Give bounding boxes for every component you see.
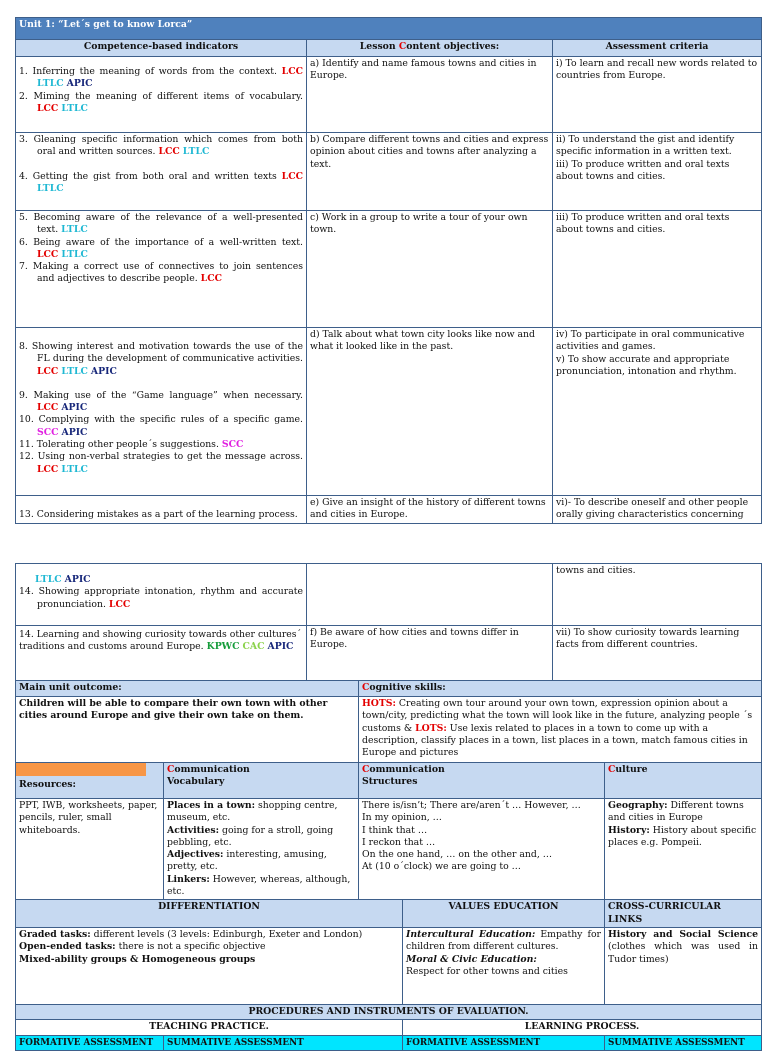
learning-process-header: LEARNING PROCESS.: [403, 1020, 762, 1035]
orange-marker: [16, 763, 146, 776]
indicator-14a: 14. Showing appropriate intonation, rhythm and accurate pronunciation. LCC: [19, 586, 303, 610]
main-outcome-label: Main unit outcome:: [16, 681, 359, 697]
objective-continued: [307, 564, 553, 626]
header-indicators: Competence-based indicators: [16, 40, 307, 57]
indicator-9: 9. Making use of the “Game language” when necessary. LCC APIC: [19, 389, 303, 414]
structure-item: I reckon that …: [362, 836, 436, 848]
indicators-cell-1: [16, 57, 307, 133]
indicators-cell-5: [16, 496, 307, 524]
structures-list: [359, 799, 605, 900]
criteria-ii-iii: ii) To understand the gist and identify specific information in a written text. iii) To produce written and oral texts about towns and cities.: [553, 133, 762, 211]
unit-title: Unit 1: “Let´s get to know Lorca”: [16, 18, 762, 40]
communication-vocabulary-label: Communication Vocabulary: [164, 763, 359, 799]
vocabulary-list: [164, 799, 359, 900]
objective-d: d) Talk about what town city looks like now and what it looked like in the past.: [307, 328, 553, 496]
culture-label: Culture: [605, 763, 762, 799]
culture-item: History: History about specific places e.g. Pompeii.: [608, 824, 757, 848]
values-education-text: Intercultural Education: Empathy for children from different cultures. Moral & Civic Education: Respect for other towns and cities: [403, 927, 605, 1004]
indicators-cell-6: LTLC APIC 14. Showing appropriate intonation, rhythm and accurate pronunciation. LCC: [16, 564, 307, 626]
objectives-table-page2: [15, 563, 762, 1051]
formative-assessment-2: FORMATIVE ASSESSMENT: [403, 1035, 605, 1050]
structure-item: On the one hand, … on the other and, …: [362, 849, 553, 861]
main-outcome-text: Children will be able to compare their own town with other cities around Europe and give their own take on them.: [16, 697, 359, 763]
indicator-11: 11. Tolerating other people´s suggestions. SCC: [19, 439, 244, 451]
structure-item: At (10 o´clock) we are going to …: [362, 861, 521, 873]
differentiation-header: DIFFERENTIATION: [16, 900, 403, 928]
diff-item: Mixed-ability groups & Homogeneous groups: [19, 953, 256, 965]
differentiation-text: [16, 927, 403, 1004]
indicator-13: 13. Considering mistakes as a part of the learning process.: [19, 509, 298, 521]
criteria-i: i) To learn and recall new words related to countries from Europe.: [553, 57, 762, 133]
structure-item: There is/isn’t; There are/aren´t … However, …: [362, 800, 581, 811]
criteria-vii: vii) To show curiosity towards learning facts from different countries.: [553, 626, 762, 681]
resources-label: Resources:: [16, 763, 164, 799]
indicator-7: 7. Making a correct use of connectives to join sentences and adjectives to describe people. LCC: [19, 261, 303, 285]
culture-list: [605, 799, 762, 900]
values-education-header: VALUES EDUCATION: [403, 900, 605, 928]
objective-c: c) Work in a group to write a tour of your own town.: [307, 211, 553, 328]
resources-text: PPT, IWB, worksheets, paper, pencils, ruler, small whiteboards.: [16, 799, 164, 900]
vocab-item: Adjectives: interesting, amusing, pretty, etc.: [167, 849, 327, 873]
summative-assessment-1: SUMMATIVE ASSESSMENT: [164, 1035, 403, 1050]
objective-a: a) Identify and name famous towns and cities in Europe.: [307, 57, 553, 133]
cognitive-skills-text: HOTS: Creating own tour around your own town, expression opinion about a town/city, predicting what the town will look like in the future, analyzing people ´s customs & LOTS: Use lexis related to places in a town to come up with a description, classify places in a town, list places in a town, match famous cities in Europe and pictures: [359, 697, 762, 763]
indicator-2: 2. Miming the meaning of different items of vocabulary. LCC LTLC: [19, 90, 303, 114]
indicators-cell-2: [16, 133, 307, 211]
teaching-practice-header: TEACHING PRACTICE.: [16, 1020, 403, 1035]
indicator-5: 5. Becoming aware of the relevance of a well-presented text. LTLC: [19, 212, 303, 236]
objective-b: b) Compare different towns and cities and express opinion about cities and towns after analyzing a text.: [307, 133, 553, 211]
cross-curricular-header: CROSS-CURRICULAR LINKS: [605, 900, 762, 928]
header-objectives: Lesson Content objectives:: [307, 40, 553, 57]
indicators-cell-3: [16, 211, 307, 328]
header-criteria: Assessment criteria: [553, 40, 762, 57]
vocab-item: Linkers: However, whereas, although, etc.: [167, 873, 351, 898]
cross-curricular-text: History and Social Science (clothes which was used in Tudor times): [605, 927, 762, 1004]
criteria-vi: vi)- To describe oneself and other people orally giving characteristics concerning: [553, 496, 762, 524]
structure-item: I think that …: [362, 824, 428, 836]
culture-item: Geography: Different towns and cities in Europe: [608, 800, 744, 824]
indicator-14b: 14. Learning and showing curiosity towards other cultures´ traditions and customs around Europe. KPWC CAC APIC: [19, 629, 302, 653]
indicator-1: 1. Inferring the meaning of words from the context. LCC LTLC APIC: [19, 66, 303, 90]
formative-assessment-1: FORMATIVE ASSESSMENT: [16, 1035, 164, 1050]
objective-e: e) Give an insight of the history of different towns and cities in Europe.: [307, 496, 553, 524]
indicator-12: 12. Using non-verbal strategies to get the message across. LCC LTLC: [19, 451, 303, 475]
objectives-table-page1: [15, 17, 762, 524]
indicator-6: 6. Being aware of the importance of a well-written text. LCC LTLC: [19, 236, 303, 260]
vocab-item: Places in a town: shopping centre, museum, etc.: [167, 800, 338, 824]
indicator-10: 10. Complying with the specific rules of a specific game. SCC APIC: [19, 414, 303, 438]
indicators-cell-4: [16, 328, 307, 496]
vocab-item: Activities: going for a stroll, going pebbling, etc.: [167, 824, 334, 848]
structure-item: In my opinion, …: [362, 812, 442, 824]
objective-f: f) Be aware of how cities and towns differ in Europe.: [307, 626, 553, 681]
indicator-3: 3. Gleaning specific information which comes from both oral and written sources. LCC LTLC: [19, 134, 303, 158]
indicators-cell-7: [16, 626, 307, 681]
communication-structures-label: Communication Structures: [359, 763, 605, 799]
indicator-4: 4. Getting the gist from both oral and written texts LCC LTLC: [19, 170, 303, 194]
diff-item: Graded tasks: different levels (3 levels: Edinburgh, Exeter and London): [19, 928, 363, 940]
summative-assessment-2: SUMMATIVE ASSESSMENT: [605, 1035, 762, 1050]
criteria-iv-v: iv) To participate in oral communicative activities and games. v) To show accurate and appropriate pronunciation, intonation and rhythm.: [553, 328, 762, 496]
indicator-8: 8. Showing interest and motivation towards the use of the FL during the development of communicative activities. LCC LTLC APIC: [19, 341, 303, 377]
criteria-iii: iii) To produce written and oral texts about towns and cities.: [553, 211, 762, 328]
procedures-header: PROCEDURES AND INSTRUMENTS OF EVALUATION.: [16, 1004, 762, 1019]
cognitive-skills-label: Cognitive skills:: [359, 681, 762, 697]
criteria-continued: towns and cities.: [553, 564, 762, 626]
diff-item: Open-ended tasks: there is not a specific objective: [19, 941, 266, 953]
